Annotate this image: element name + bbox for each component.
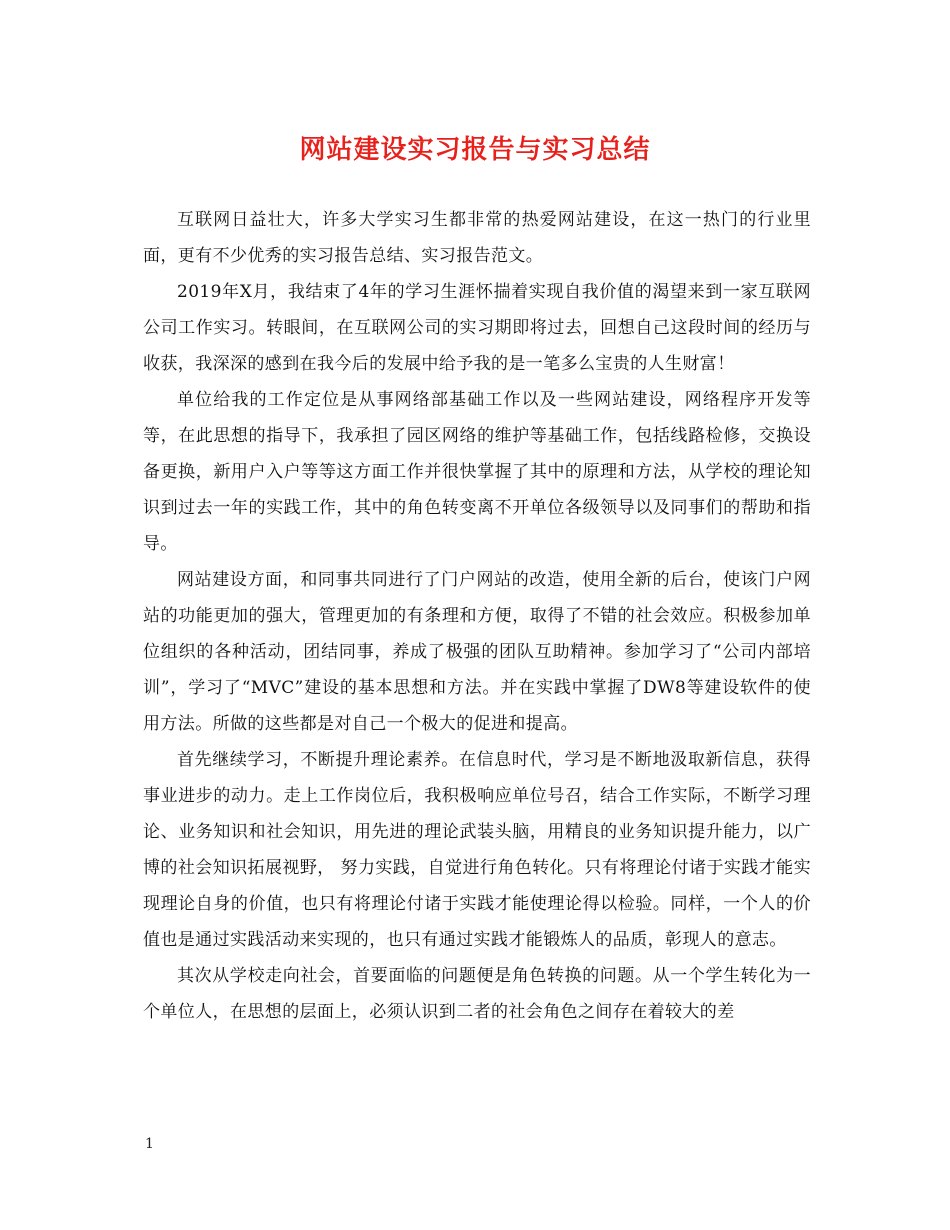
paragraph: 2019年X月，我结束了4年的学习生涯怀揣着实现自我价值的渴望来到一家互联网公司工作实习。转眼间，在互联网公司的实习期即将过去，回想自己这段时间的经历与收获，我深深的感到在我今后的发展中给予我的是一笔多么宝贵的人生财富！ (143, 282, 811, 374)
document-body (143, 202, 811, 1030)
paragraph: 网站建设方面，和同事共同进行了门户网站的改造，使用全新的后台，使该门户网站的功能更加的强大，管理更加的有条理和方便，取得了不错的社会效应。积极参加单位组织的各种活动，团结同事，养成了极强的团队互助精神。参加学习了“公司内部培训”，学习了“MVC”建设的基本思想和方法。并在实践中掌握了DW8等建设软件的使用方法。所做的这些都是对自己一个极大的促进和提高。 (143, 570, 811, 734)
paragraph: 首先继续学习，不断提升理论素养。在信息时代，学习是不断地汲取新信息，获得事业进步的动力。走上工作岗位后，我积极响应单位号召，结合工作实际，不断学习理论、业务知识和社会知识，用先进的理论武装头脑，用精良的业务知识提升能力，以广博的社会知识拓展视野， 努力实践，自觉进行角色转化。只有将理论付诸于实践才能实现理论自身的价值，也只有将理论付诸于实践才能使理论得以检验。同样，一个人的价值也是通过实践活动来实现的，也只有通过实践才能锻炼人的品质，彰现人的意志。 (143, 750, 811, 950)
page-number: 1 (145, 1136, 154, 1152)
paragraph: 单位给我的工作定位是从事网络部基础工作以及一些网站建设，网络程序开发等等，在此思想的指导下，我承担了园区网络的维护等基础工作，包括线路检修，交换设备更换，新用户入户等等这方面工作并很快掌握了其中的原理和方法，从学校的理论知识到过去一年的实践工作，其中的角色转变离不开单位各级领导以及同事们的帮助和指导。 (143, 390, 811, 554)
paragraph: 其次从学校走向社会，首要面临的问题便是角色转换的问题。从一个学生转化为一个单位人，在思想的层面上，必须认识到二者的社会角色之间存在着较大的差 (143, 966, 811, 1022)
paragraph: 互联网日益壮大，许多大学实习生都非常的热爱网站建设，在这一热门的行业里面，更有不少优秀的实习报告总结、实习报告范文。 (143, 210, 811, 266)
document-title: 网站建设实习报告与实习总结 (299, 135, 651, 165)
